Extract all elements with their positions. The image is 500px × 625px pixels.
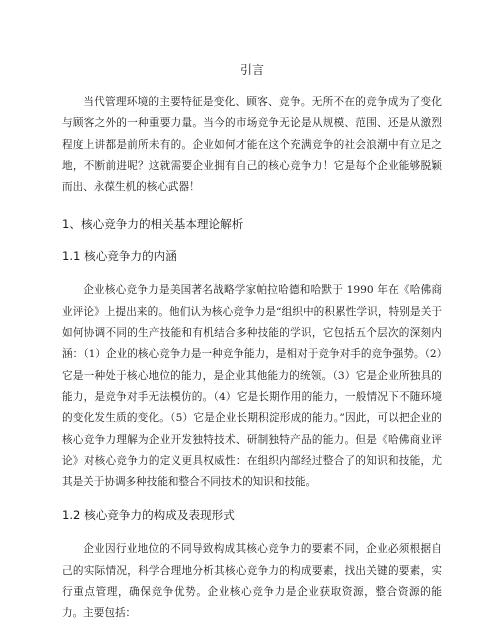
document-page <box>62 60 442 625</box>
section-1-2-paragraph: 企业因行业地位的不同导致构成其核心竞争力的要素不同，企业必须根据自己的实际情况，科学合理地分析其核心竞争力的构成要素，找出关键的要素，实行重点管理，确保竞争优势。企业核心竞争力是企业获取资源，整合资源的能力。主要包括： <box>62 543 442 620</box>
document-title: 引言 <box>239 63 264 77</box>
intro-paragraph: 当代管理环境的主要特征是变化、顾客、竞争。无所不在的竞争成为了变化与顾客之外的一种重要力量。当今的市场竞争无论是从规模、范围、还是从激烈程度上讲都是前所未有的。企业如何才能在这个充满竞争的社会浪潮中有立足之地，不断前进呢？这就需要企业拥有自己的核心竞争力！它是每个企业能够脱颖而出、永葆生机的核心武器！ <box>62 96 442 194</box>
section-1-heading: 1、核心竞争力的相关基本理论解析 <box>62 217 244 232</box>
section-1-1-paragraph: 企业核心竞争力是美国著名战略学家帕拉哈德和哈默于 1990 年在《哈佛商业评论》上提出来的。他们认为核心竞争力是“组织中的积累性学识，特别是关于如何协调不同的生产技能和有机结合多种技能的学识，它包括五个层次的深刻内涵：（1）企业的核心竞争力是一种竞争能力，是相对于竞争对手的竞争强势。（2）它是一种处于核心地位的能力，是企业其他能力的统领。（3）它是企业所独具的能力，是竞争对手无法模仿的。（4）它是长期作用的能力，一般情况下不随环境的变化发生质的变化。（5）它是企业长期积淀形成的能力。”因此，可以把企业的核心竞争力理解为企业开发独特技术、研制独特产品的能力。但是《哈佛商业评论》对核心竞争力的定义更具权威性：在组织内部经过整合了的知识和技能，尤其是关于协调多种技能和整合不同技术的知识和技能。 <box>62 284 442 489</box>
section-1-2-heading: 1.2 核心竞争力的构成及表现形式 <box>62 508 235 523</box>
section-1-1-heading: 1.1 核心竞争力的内涵 <box>62 249 177 264</box>
